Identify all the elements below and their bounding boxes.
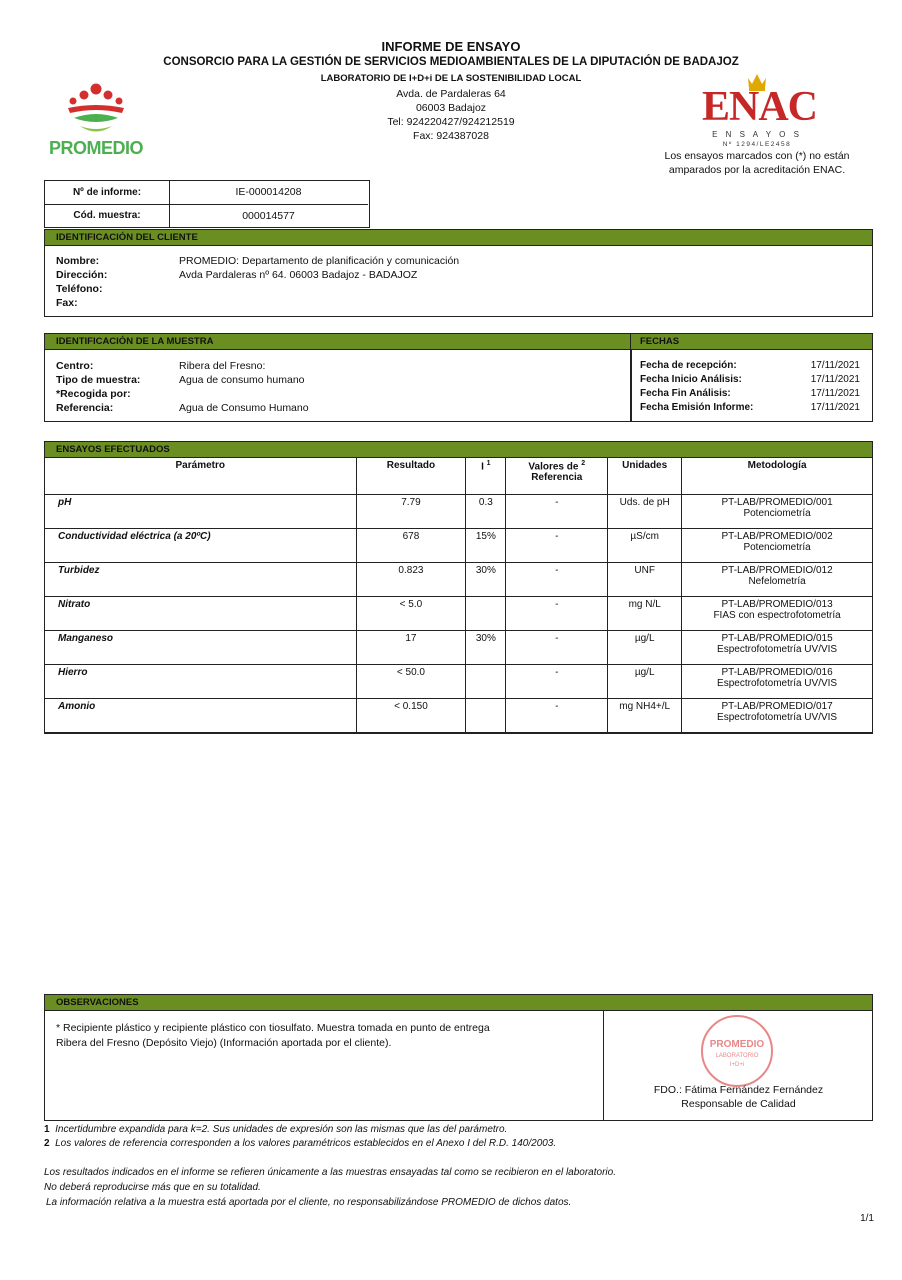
- dates-table: [640, 359, 860, 415]
- reference-cell: -: [506, 597, 608, 631]
- result-cell: 17: [356, 631, 466, 665]
- table-row: [45, 699, 873, 734]
- tests-table: [44, 457, 873, 734]
- tests-section: [44, 441, 873, 734]
- footnotes: [44, 1123, 873, 1151]
- client-section-title: IDENTIFICACIÓN DEL CLIENTE: [45, 230, 872, 246]
- method-technique: Potenciometría: [743, 508, 811, 519]
- parameter-cell: Conductividad eléctrica (a 20ºC): [45, 529, 357, 563]
- sample-section-title: IDENTIFICACIÓN DE LA MUESTRA: [45, 334, 631, 350]
- client-label: Fax:: [56, 297, 78, 309]
- uncertainty-cell: [466, 665, 506, 699]
- footnote-number: 1: [44, 1124, 50, 1135]
- date-row: [640, 401, 860, 415]
- reference-cell: -: [506, 529, 608, 563]
- reference-cell: -: [506, 495, 608, 529]
- client-label: Nombre:: [56, 255, 100, 267]
- units-cell: UNF: [608, 563, 682, 597]
- units-cell: Uds. de pH: [608, 495, 682, 529]
- footnote-ref-1: 1: [486, 460, 491, 467]
- client-table: [56, 254, 459, 310]
- enac-logo-text: ENAC: [702, 84, 818, 130]
- client-value: Avda Pardaleras nº 64. 06003 Badajoz - BADAJOZ: [179, 269, 418, 281]
- organization-name: CONSORCIO PARA LA GESTIÓN DE SERVICIOS MEDIOAMBIENTALES DE LA DIPUTACIÓN DE BADAJOZ: [163, 56, 739, 68]
- uncertainty-cell: [466, 699, 506, 734]
- client-section: [44, 229, 873, 317]
- sample-row: [56, 359, 309, 373]
- report-number-label: Nº de informe:: [45, 181, 170, 205]
- result-cell: 7.79: [356, 495, 466, 529]
- reference-cell: -: [506, 699, 608, 734]
- sample-value: Agua de consumo humano: [179, 374, 305, 386]
- sample-row: [56, 401, 309, 415]
- uncertainty-cell: [466, 597, 506, 631]
- parameter-cell: Amonio: [45, 699, 357, 734]
- disclaimer-line: No deberá reproducirse más que en su totalidad.: [44, 1182, 261, 1193]
- footnote: [44, 1137, 873, 1151]
- result-cell: < 5.0: [356, 597, 466, 631]
- sample-row: [56, 373, 309, 387]
- date-label: Fecha de recepción:: [640, 360, 737, 371]
- disclaimer-line: Los resultados indicados en el informe se refieren únicamente a las muestras ensayadas tal como se recibieron en el laboratorio.: [44, 1167, 616, 1178]
- method-cell: [682, 631, 873, 665]
- date-value: 17/11/2021: [810, 388, 860, 399]
- method-code: PT-LAB/PROMEDIO/017: [721, 701, 833, 712]
- report-id-box: [44, 180, 370, 228]
- client-row: [56, 268, 459, 282]
- sample-label: Tipo de muestra:: [56, 374, 141, 386]
- sample-table: [56, 359, 309, 415]
- method-cell: [682, 563, 873, 597]
- units-cell: mg NH4+/L: [608, 699, 682, 734]
- sample-value: [179, 387, 309, 401]
- enac-logo: [700, 70, 818, 150]
- header-reference: [506, 458, 608, 495]
- promedio-logo-icon: [44, 80, 148, 140]
- client-row: [56, 282, 459, 296]
- parameter-cell: Manganeso: [45, 631, 357, 665]
- date-value: 17/11/2021: [810, 360, 860, 371]
- method-code: PT-LAB/PROMEDIO/016: [721, 667, 833, 678]
- table-row: [45, 495, 873, 529]
- sample-code-label: Cód. muestra:: [45, 205, 170, 227]
- method-cell: [682, 699, 873, 734]
- result-cell: < 50.0: [356, 665, 466, 699]
- sample-label: *Recogida por:: [56, 388, 131, 400]
- uncertainty-cell: 0.3: [466, 495, 506, 529]
- table-row: [45, 631, 873, 665]
- fax-line: Fax: 924387028: [413, 130, 489, 142]
- reference-cell: -: [506, 665, 608, 699]
- header-uncertainty-label: I: [481, 461, 484, 473]
- page-number: 1/1: [860, 1213, 874, 1224]
- header-methodology: Metodología: [682, 458, 873, 495]
- method-code: PT-LAB/PROMEDIO/002: [721, 531, 833, 542]
- parameter-cell: Nitrato: [45, 597, 357, 631]
- header-reference-line1: Valores de: [528, 461, 579, 473]
- parameter-cell: pH: [45, 495, 357, 529]
- signature-block: [605, 1083, 872, 1111]
- date-value: 17/11/2021: [810, 402, 860, 413]
- method-cell: [682, 665, 873, 699]
- method-code: PT-LAB/PROMEDIO/001: [721, 497, 833, 508]
- client-label: Teléfono:: [56, 283, 103, 295]
- stamp-text: PROMEDIO: [709, 1039, 765, 1050]
- stamp-sub2: I+D+i: [729, 1062, 745, 1068]
- observations-text: [56, 1021, 596, 1051]
- tests-section-title: ENSAYOS EFECTUADOS: [44, 441, 873, 457]
- header-uncertainty: [466, 458, 506, 495]
- footnote-number: 2: [44, 1138, 50, 1149]
- table-row: [45, 665, 873, 699]
- enac-number: Nº 1294/LE2458: [722, 141, 792, 148]
- signer-name: FDO.: Fátima Fernández Fernández: [653, 1084, 824, 1096]
- sample-code-value: 000014577: [242, 210, 295, 222]
- client-value: PROMEDIO: Departamento de planificación y comunicación: [179, 255, 460, 267]
- table-row: [45, 563, 873, 597]
- method-technique: Espectrofotometría UV/VIS: [717, 712, 838, 723]
- method-technique: Espectrofotometría UV/VIS: [717, 678, 838, 689]
- disclaimer: [44, 1165, 873, 1210]
- sample-section: [44, 333, 632, 422]
- lab-stamp: [701, 1015, 773, 1087]
- method-cell: [682, 597, 873, 631]
- method-code: PT-LAB/PROMEDIO/015: [721, 633, 833, 644]
- observation-line: * Recipiente plástico y recipiente plástico con tiosulfato. Muestra tomada en punto de entrega: [56, 1022, 490, 1034]
- result-cell: 678: [356, 529, 466, 563]
- uncertainty-cell: 30%: [466, 631, 506, 665]
- report-number-value: IE-000014208: [169, 181, 368, 205]
- enac-sub: E N S A Y O S: [712, 130, 802, 139]
- date-label: Fecha Inicio Análisis:: [640, 374, 742, 385]
- sample-value: Ribera del Fresno:: [179, 360, 266, 372]
- client-value: [179, 296, 459, 310]
- observations-section-title: OBSERVACIONES: [45, 995, 872, 1011]
- date-row: [640, 387, 860, 401]
- client-value: [179, 282, 459, 296]
- date-value: 17/11/2021: [810, 374, 860, 385]
- result-cell: < 0.150: [356, 699, 466, 734]
- date-label: Fecha Emisión Informe:: [640, 402, 754, 413]
- footnote-text: Los valores de referencia corresponden a los valores paramétricos establecidos en el Anexo I del R.D. 140/2003.: [55, 1138, 557, 1149]
- header-units: Unidades: [608, 458, 682, 495]
- footnote: [44, 1123, 873, 1137]
- address-line: Avda. de Pardaleras 64: [396, 88, 506, 100]
- laboratory-name: LABORATORIO DE I+D+i DE LA SOSTENIBILIDAD LOCAL: [320, 73, 582, 84]
- enac-note: Los ensayos marcados con (*) no están amparados por la acreditación ENAC.: [664, 150, 850, 176]
- client-row: [56, 254, 459, 268]
- reference-cell: -: [506, 563, 608, 597]
- method-technique: Nefelometría: [748, 576, 806, 587]
- dates-section: [630, 333, 873, 422]
- promedio-logo-text: PROMEDIO: [48, 138, 143, 158]
- sample-row: [56, 387, 309, 401]
- client-row: [56, 296, 459, 310]
- table-row: [45, 597, 873, 631]
- date-row: [640, 373, 860, 387]
- result-cell: 0.823: [356, 563, 466, 597]
- header-reference-line2: Referencia: [531, 472, 583, 484]
- footnote-text: Incertidumbre expandida para k=2. Sus unidades de expresión son las mismas que las del parámetro.: [55, 1124, 508, 1135]
- units-cell: mg N/L: [608, 597, 682, 631]
- units-cell: µg/L: [608, 665, 682, 699]
- uncertainty-cell: 30%: [466, 563, 506, 597]
- sample-label: Referencia:: [56, 402, 114, 414]
- disclaimer-line: La información relativa a la muestra está aportada por el cliente, no responsabilizándose PROMEDIO de dichos datos.: [46, 1197, 572, 1208]
- method-code: PT-LAB/PROMEDIO/013: [721, 599, 833, 610]
- observations-section: [44, 994, 873, 1121]
- report-title: INFORME DE ENSAYO: [381, 39, 521, 54]
- method-code: PT-LAB/PROMEDIO/012: [721, 565, 833, 576]
- tests-header-row: [45, 458, 873, 495]
- table-row: [45, 529, 873, 563]
- method-technique: FIAS con espectrofotometría: [713, 610, 841, 621]
- units-cell: µg/L: [608, 631, 682, 665]
- footnote-ref-2: 2: [581, 460, 586, 467]
- sample-value: Agua de Consumo Humano: [179, 402, 309, 414]
- header-result: Resultado: [356, 458, 466, 495]
- method-technique: Espectrofotometría UV/VIS: [717, 644, 838, 655]
- parameter-cell: Turbidez: [45, 563, 357, 597]
- observation-line: Ribera del Fresno (Depósito Viejo) (Información aportada por el cliente).: [56, 1037, 392, 1049]
- stamp-sub: LABORATORIO: [715, 1053, 759, 1059]
- header-parameter: Parámetro: [45, 458, 357, 495]
- dates-section-title: FECHAS: [631, 334, 872, 350]
- uncertainty-cell: 15%: [466, 529, 506, 563]
- method-cell: [682, 495, 873, 529]
- phone-line: Tel: 924220427/924212519: [387, 116, 515, 128]
- promedio-logo: [44, 80, 148, 160]
- units-cell: µS/cm: [608, 529, 682, 563]
- date-label: Fecha Fin Análisis:: [640, 388, 731, 399]
- date-row: [640, 359, 860, 373]
- client-label: Dirección:: [56, 269, 108, 281]
- sample-label: Centro:: [56, 360, 94, 372]
- reference-cell: -: [506, 631, 608, 665]
- parameter-cell: Hierro: [45, 665, 357, 699]
- signer-role: Responsable de Calidad: [681, 1098, 796, 1110]
- postal-line: 06003 Badajoz: [415, 102, 487, 114]
- method-cell: [682, 529, 873, 563]
- method-technique: Potenciometría: [743, 542, 811, 553]
- observations-divider: [603, 1010, 604, 1120]
